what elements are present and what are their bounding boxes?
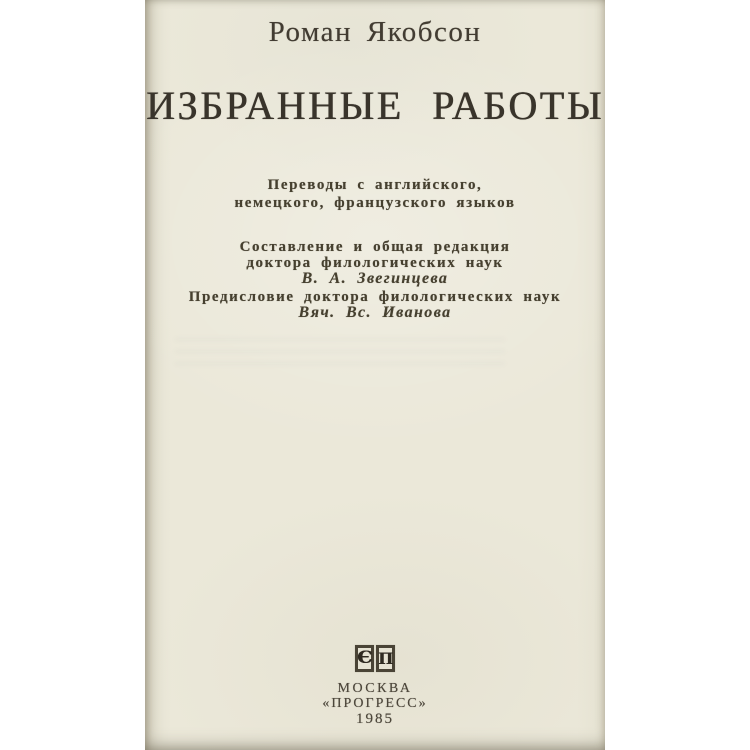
imprint-city: МОСКВА <box>337 681 413 696</box>
editor-name: В. А. Звегинцева <box>301 270 449 287</box>
sputnik-emblem-icon: Є <box>356 648 373 668</box>
imprint-year: 1985 <box>356 711 394 727</box>
reverse-side-show-through <box>175 338 505 372</box>
editing-note-line-1: Составление и общая редакция <box>239 239 511 255</box>
foreword-author-name: Вяч. Вс. Иванова <box>298 304 452 321</box>
translation-note-line-2: немецкого, французского языков <box>234 195 516 211</box>
publisher-logo-left-cell <box>355 645 374 672</box>
publisher-logo <box>145 645 605 672</box>
editing-note-line-2: доктора филологических наук <box>246 255 504 271</box>
publisher-logo-right-cell <box>376 645 395 672</box>
imprint-publisher: «ПРОГРЕСС» <box>322 696 428 711</box>
foreword-note: Предисловие доктора филологических наук <box>188 289 562 305</box>
author-name: Роман Якобсон <box>268 16 482 48</box>
book-title: ИЗБРАННЫЕ РАБОТЫ <box>146 83 604 128</box>
translation-note-line-1: Переводы с английского, <box>267 177 483 193</box>
progress-letter-icon: П <box>377 648 394 668</box>
title-page <box>145 0 605 750</box>
